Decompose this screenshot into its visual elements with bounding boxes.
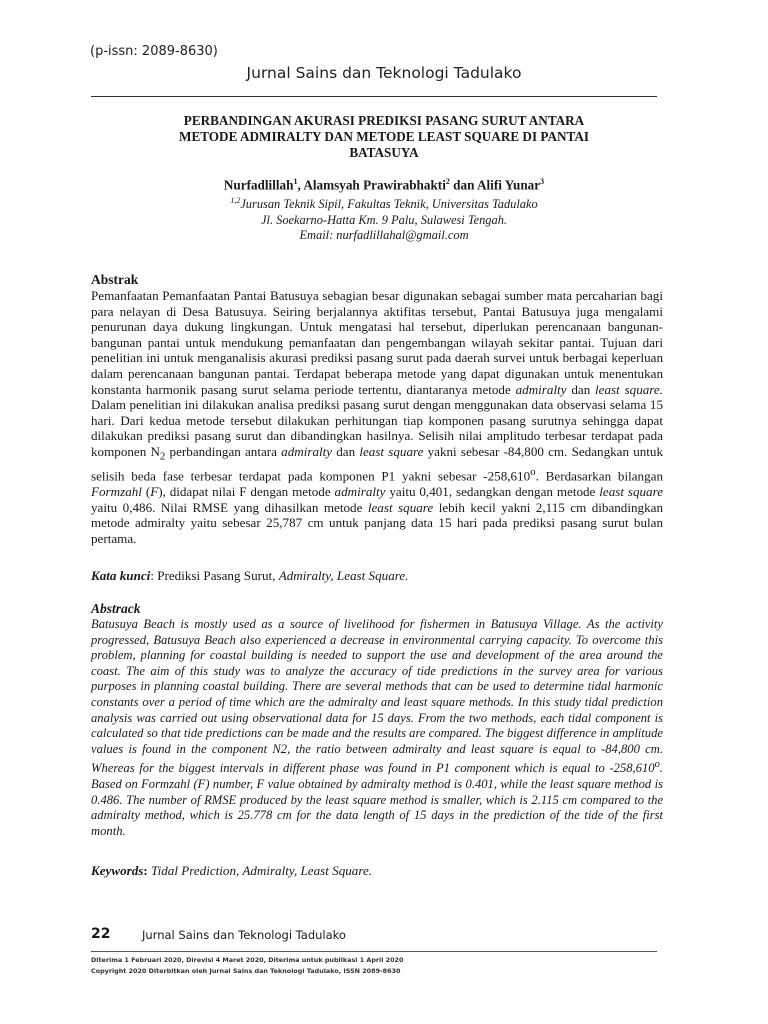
abstrak-run: Pemanfaatan Pemanfaatan Pantai Batusuya sebagian besar digunakan sebagai sumber mata percaharian bagi para nelayan di Desa Batusuya. Seiring berjalannya aktifitas tersebut, Pantai Batusuya juga mengalami penurunan daya dukung lingkungan. Untuk mengatasi hal tersebut, diperlukan perencanaan bangunan-bangunan pantai untuk mendukung pemanfaatan dan pengembangan wilayah sekitar pantai. Tujuan dari penelitian ini untuk menganalisis akurasi prediksi pasang surut pada daerah survei untuk berbagai keperluan dalam perencanaan bangunan pantai. Terdapat beberapa metode yang dapat digunakan untuk menentukan konstanta harmonik pasang surut selama periode tertentu, diantaranya metode xyxy=(91,288,663,397)
abstrak-run-italic: Formzahl xyxy=(91,484,142,500)
abstrak-run: yakni sebesar -84,800 cm. Sedangkan untuk selisih beda fase terbesar terdapat pada komponen P1 yakni sebesar -258,610 xyxy=(91,443,664,484)
title-line: PERBANDINGAN AKURASI PREDIKSI PASANG SURUT ANTARA xyxy=(183,113,585,128)
author-name: Nurfadlillah xyxy=(223,177,294,193)
abstrak-superscript: o xyxy=(530,466,536,479)
title-line: BATASUYA xyxy=(349,145,419,160)
affiliation-email: Email: nurfadlillahal@gmail.com xyxy=(299,228,469,243)
abstrak-run: ), didapat nilai F dengan metode xyxy=(158,484,335,500)
abstract-en-section xyxy=(91,601,663,840)
author-sup: 3 xyxy=(540,177,545,186)
keywords xyxy=(91,863,663,879)
abstrak-run: yaitu 0,486. Nilai RMSE yang dihasilkan metode xyxy=(91,499,368,515)
abstrak-run: . Berdasarkan bilangan xyxy=(535,468,663,484)
abstrak-run: dan xyxy=(332,443,360,459)
abstrak-run-italic: least square. xyxy=(595,381,664,397)
header-rule xyxy=(91,96,657,97)
affiliation-sup: 1,2 xyxy=(230,196,241,205)
issn-label: (p-issn: 2089-8630) xyxy=(90,44,218,59)
abstrak-run: perbandingan antara xyxy=(165,443,282,459)
abstrak-run-italic: admiralty xyxy=(281,443,333,459)
abstract-en-heading: Abstrack xyxy=(91,601,141,616)
footer-rule xyxy=(91,951,657,952)
abstrak-subscript: 2 xyxy=(159,450,166,463)
author-sup: 2 xyxy=(445,177,450,186)
journal-name: Jurnal Sains dan Teknologi Tadulako xyxy=(246,64,522,82)
abstrak-heading: Abstrak xyxy=(91,272,139,287)
keywords-colon: : xyxy=(143,863,148,878)
abstract-en-run: . Based on Formzahl (F) number, F value obtained by admiralty method is 0.401, while the least square method is 0.486. The number of RMSE produced by the least square method is smaller, which is 2.115 cm compared to the admiralty method, which is 25.778 cm for the data length of 15 days in the prediction of the tide of the first month. xyxy=(91,761,663,838)
affiliation-line xyxy=(0,193,768,213)
abstract-en-run: Batusuya Beach is mostly used as a source of livelihood for fishermen in Batusuya Village. As the activity progressed, Batusuya Beach also experienced a decrease in environmental carrying capacity. To overcome this problem, planning for coastal building is needed to support the use and development of the area around the coast. The aim of this study was to analyze the accuracy of tide predictions in the survey area for various purposes in planning coastal building. There are several methods that can be used to determine tidal harmonic constants over a period of time which are the admiralty and least square methods. In this study tidal prediction analysis was carried out using observational data for 15 days. From the two methods, each tidal component is calculated so that tide predictions can be made and the results are compared. The biggest difference in amplitude values is found in the component N2, the ratio between admiralty and least square is equal to -84,800 cm. Whereas for the biggest intervals in different phase was found in P1 component which is equal to -258,610 xyxy=(91,617,663,776)
keywords-label: Keywords xyxy=(91,863,144,878)
page-number: 22 xyxy=(91,926,111,942)
affiliation xyxy=(0,193,768,244)
footer-journal-name: Jurnal Sains dan Teknologi Tadulako xyxy=(142,928,346,942)
keywords-terms: Tidal Prediction, Admiralty, Least Square. xyxy=(147,863,373,878)
abstrak-run-italic: least square xyxy=(367,499,434,515)
abstrak-run-italic: least square xyxy=(359,443,424,459)
affiliation-address: Jl. Soekarno-Hatta Km. 9 Palu, Sulawesi Tengah. xyxy=(261,212,507,227)
abstract-en-text xyxy=(91,617,663,840)
abstrak-section xyxy=(91,272,663,546)
abstrak-run: dan xyxy=(566,381,596,397)
abstrak-run-italic: admiralty xyxy=(515,381,567,397)
abstrak-run: lebih kecil yakni 2,115 cm dibandingkan metode admiralty yaitu sebesar 25,787 cm untuk panjang data 15 hari pada prediksi pasang surut bulan pertama. xyxy=(91,499,663,546)
author-list xyxy=(0,177,768,193)
kata-kunci-text: : Prediksi Pasang Surut, xyxy=(150,568,279,583)
footer-dates: Diterima 1 Februari 2020, Direvisi 4 Maret 2020, Diterima untuk publikasi 1 April 2020 xyxy=(91,956,404,964)
abstrak-run-italic: F xyxy=(150,484,159,500)
abstrak-text xyxy=(91,288,663,546)
kata-kunci-terms: Admiralty, Least Square. xyxy=(278,568,409,583)
author-name: , Alamsyah Prawirabhakti xyxy=(297,177,446,193)
abstract-en-superscript: o xyxy=(654,759,660,771)
kata-kunci-label: Kata kunci xyxy=(91,568,151,583)
kata-kunci xyxy=(91,568,663,584)
author-name: dan Alifi Yunar xyxy=(449,177,541,193)
abstrak-run: yaitu 0,401, sedangkan dengan metode xyxy=(385,484,600,500)
footer-copyright: Copyright 2020 Diterbitkan oleh Jurnal Sains dan Teknologi Tadulako, ISSN 2089-8630 xyxy=(91,967,401,975)
paper-title xyxy=(120,113,648,161)
abstrak-run: ( xyxy=(141,484,151,500)
abstrak-run: Dalam penelitian ini dilakukan analisa prediksi pasang surut dengan menggunakan data observasi selama 15 hari. Dari kedua metode tersebut dilakukan perhitungan tiap komponen pasang surutnya sehingga dapat dilakukan prediksi pasang surut dan dibandingkan hasilnya. Selisih nilai amplitudo terbesar terdapat pada komponen N xyxy=(91,397,663,459)
affiliation-dept: Jurusan Teknik Sipil, Fakultas Teknik, Universitas Tadulako xyxy=(240,197,538,212)
abstrak-run-italic: least square xyxy=(599,484,664,500)
abstrak-run-italic: admiralty xyxy=(334,484,386,500)
title-line: METODE ADMIRALTY DAN METODE LEAST SQUARE DI PANTAI xyxy=(179,129,589,144)
author-sup: 1 xyxy=(293,177,298,186)
